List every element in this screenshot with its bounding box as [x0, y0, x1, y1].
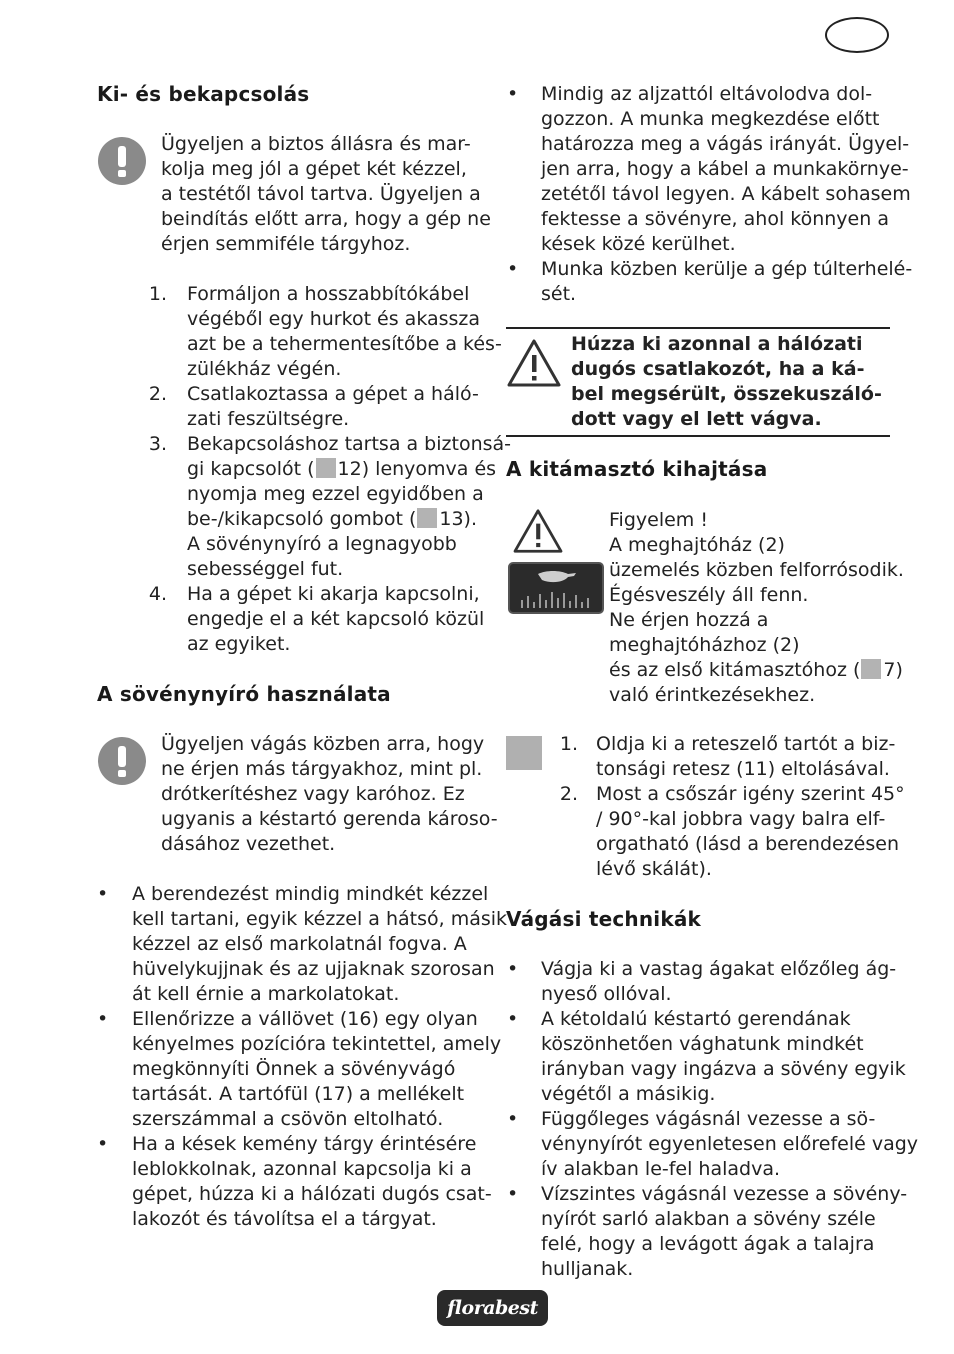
bullet-dot: •	[97, 883, 109, 905]
step-text: Oldja ki a reteszelő tartót a biz- tonsági retesz (11) eltolásával.	[596, 733, 896, 780]
bullet-text: Függőleges vágásnál vezesse a sö- vénynyírót egyenletesen előrefelé vagy ív alakban le-fel haladva.	[541, 1108, 919, 1180]
bullet-dot: •	[507, 1008, 519, 1030]
step-number: 4.	[148, 583, 167, 605]
warning-bottom-rule	[506, 435, 890, 437]
heading-on-off: Ki- és bekapcsolás	[97, 82, 310, 106]
figure-ref-box	[417, 508, 437, 528]
bullet-text: Mindig az aljzattól eltávolodva dol- gozzon. A munka megkezdése előtt határozza meg a vágás irányát. Ügyel- jen arra, hogy a kábel a munkakörnye- zetétől távol legyen. A kábelt sohasem fektesse a sövényre, ahol könnyen a kések közé kerülhet.	[541, 83, 911, 255]
figure-ref-square	[506, 736, 542, 770]
step-text: Formáljon a hosszabbítókábel végéből egy hurkot és akassza azt be a tehermentesítőbe a kés- zülékház végén.	[187, 283, 502, 380]
caution-exclamation-icon	[98, 137, 146, 185]
step-text: Most a csőszár igény szerint 45° / 90°-kal jobbra vagy balra elf- orgatható (lásd a berendezésen lévő skálát).	[596, 783, 905, 880]
step-number: 2.	[559, 783, 578, 805]
note-hot-surface: Figyelem ! A meghajtóház (2) üzemelés közben felforrósodik. Égésveszély áll fenn. Ne érjen hozzá a meghajtóházhoz (2) és az első kitámasztóhoz ( 7) való érintkezésekhez.	[609, 509, 904, 706]
bullet-dot: •	[507, 258, 519, 280]
bullet-dot: •	[507, 1183, 519, 1205]
bullet-text: Ellenőrizze a vállövet (16) egy olyan kényelmes pozícióra tekintettel, amely megkönnyíti Önnek a sövényvágó tartását. A tartófül (17) a mellékelt szerszámmal a csövön eltolható.	[132, 1008, 502, 1130]
step-number: 2.	[148, 383, 167, 405]
logo-text: florabest	[447, 1297, 538, 1319]
language-tab-oval	[825, 17, 889, 53]
step-text: Bekapcsoláshoz tartsa a biztonsá- gi kapcsolót ( 12) lenyomva és nyomja meg ezzel egyidőben a be-/kikapcsoló gombot ( 13). A sövénynyíró a legnagyobb sebességgel fut.	[187, 433, 512, 580]
step-text: Ha a gépet ki akarja kapcsolni, engedje el a két kapcsoló közül az egyiket.	[187, 583, 485, 655]
warning-top-rule	[506, 327, 890, 329]
step-number: 3.	[148, 433, 167, 455]
figure-ref-box	[316, 458, 336, 478]
bullet-dot: •	[507, 1108, 519, 1130]
figure-ref-box	[861, 659, 881, 679]
heading-support: A kitámasztó kihajtása	[506, 457, 768, 481]
bullet-dot: •	[97, 1133, 109, 1155]
caution-exclamation-icon	[98, 737, 146, 785]
bullet-text: Vízszintes vágásnál vezesse a sövény- nyírót sarló alakban a sövény széle felé, hogy a levágott ágak a talajra hulljanak.	[541, 1183, 908, 1280]
heading-usage: A sövénynyíró használata	[97, 682, 391, 706]
bullet-text: Vágja ki a vastag ágakat előzőleg ág- nyeső ollóval.	[541, 958, 897, 1005]
bullet-text: A berendezést mindig mindkét kézzel kell tartani, egyik kézzel a hátsó, másik kézzel az első markolatnál fogva. A hüvelykujjnak és az ujjaknak szorosan át kell érnie a markolatokat.	[132, 883, 508, 1005]
step-number: 1.	[559, 733, 578, 755]
bullet-dot: •	[507, 83, 519, 105]
hot-surface-hand-icon	[508, 562, 604, 614]
bullet-dot: •	[507, 958, 519, 980]
note-usage: Ügyeljen vágás közben arra, hogy ne érjen más tárgyakhoz, mint pl. drótkerítéshez vagy karóhoz. Ez ugyanis a késtartó gerenda károso- dásához vezethet.	[161, 733, 498, 855]
bullet-text: Munka közben kerülje a gép túlterhelé- sét.	[541, 258, 913, 305]
warning-text: Húzza ki azonnal a hálózati dugós csatlakozót, ha a ká- bel megsérült, összekuszáló- dott vagy el lett vágva.	[571, 333, 882, 430]
step-number: 1.	[148, 283, 167, 305]
warning-triangle-icon	[506, 338, 562, 388]
bullet-text: A kétoldalú késtartó gerendának köszönhetően vághatunk mindkét irányban vagy ingázva a sövény egyik végétől a másikig.	[541, 1008, 906, 1105]
bullet-dot: •	[97, 1008, 109, 1030]
bullet-text: Ha a kések kemény tárgy érintésére leblokkolnak, azonnal kapcsolja ki a gépet, húzza ki a hálózati dugós csat- lakozót és távolítsa el a tárgyat.	[132, 1133, 492, 1230]
step-text: Csatlakoztassa a gépet a háló- zati feszültségre.	[187, 383, 479, 430]
florabest-logo	[437, 1290, 548, 1326]
note-on-off: Ügyeljen a biztos állásra és mar- kolja meg jól a gépet két kézzel, a testétől távol tartva. Ügyeljen a beindítás előtt arra, hogy a gép ne érjen semmiféle tárgyhoz.	[161, 133, 491, 255]
warning-triangle-icon	[512, 508, 564, 554]
heading-cutting: Vágási technikák	[506, 907, 702, 931]
